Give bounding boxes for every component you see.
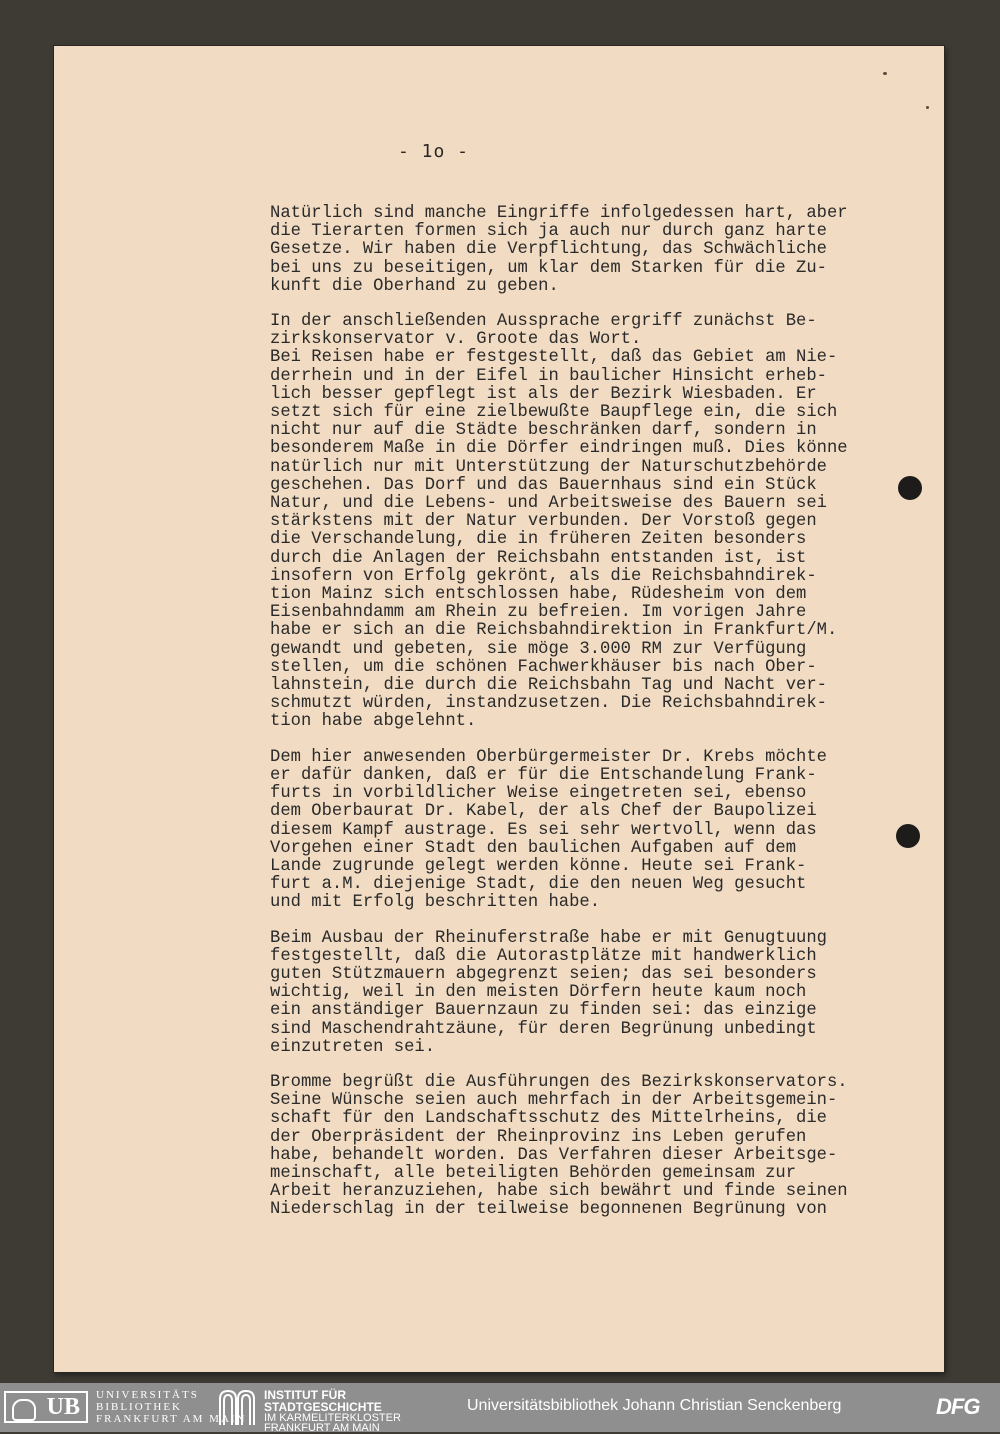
text-line: der Oberpräsident der Rheinprovinz ins Leben gerufen — [270, 1127, 807, 1147]
text-line: dem Oberbaurat Dr. Kabel, der als Chef der Baupolizei — [270, 802, 817, 822]
text-line: lich besser gepflegt ist als der Bezirk Wiesbaden. Er — [270, 384, 817, 404]
text-line: lahnstein, die durch die Reichsbahn Tag und Nacht ver- — [270, 676, 827, 696]
text-line: bei uns zu beseitigen, um klar dem Starken für die Zu- — [270, 258, 827, 278]
portrait-icon — [12, 1399, 36, 1421]
text-line: stärkstens mit der Natur verbunden. Der Vorstoß gegen — [270, 512, 817, 532]
text-line: geschehen. Das Dorf und das Bauernhaus sind ein Stück — [270, 475, 817, 495]
isg-logo-line: FRANKFURT AM MAIN — [264, 1422, 380, 1434]
ub-logo-letters: UB — [46, 1394, 80, 1420]
text-line: natürlich nur mit Unterstützung der Naturschutzbehörde — [270, 457, 827, 477]
text-line: diesem Kampf austrage. Es sei sehr wertvoll, wenn das — [270, 820, 817, 840]
text-line: gewandt und gebeten, sie möge 3.000 RM zur Verfügung — [270, 639, 807, 659]
ub-logo-line: FRANKFURT AM MAIN — [96, 1413, 247, 1425]
text-line: Beim Ausbau der Rheinuferstraße habe er mit Genugtuung — [270, 928, 827, 948]
text-line: tion Mainz sich entschlossen habe, Rüdesheim von dem — [270, 585, 807, 605]
text-line: derrhein und in der Eifel in baulicher Hinsicht erheb- — [270, 366, 827, 386]
text-line: schaft für den Landschaftsschutz des Mittelrheins, die — [270, 1109, 827, 1129]
text-line: Natur, und die Lebens- und Arbeitsweise des Bauern sei — [270, 494, 827, 514]
text-line: Vorgehen einer Stadt den baulichen Aufgaben auf dem — [270, 838, 797, 858]
text-line: insofern von Erfolg gekrönt, als die Reichsbahndirek- — [270, 566, 817, 586]
text-line: sind Maschendrahtzäune, für deren Begrünung unbedingt — [270, 1019, 817, 1039]
text-line: durch die Anlagen der Reichsbahn entstanden ist, ist — [270, 548, 807, 568]
isg-logo-line: INSTITUT FÜR — [264, 1388, 346, 1402]
text-line: meinschaft, alle beteiligten Behörden gemeinsam zur — [270, 1163, 797, 1183]
document-body — [270, 205, 910, 1237]
page-number: - 1o - — [398, 141, 470, 162]
paragraph — [270, 205, 910, 296]
text-line: Gesetze. Wir haben die Verpflichtung, das Schwächliche — [270, 240, 827, 260]
text-line: nicht nur auf die Städte beschränken darf, sondern in — [270, 421, 817, 441]
isg-logo-line: STADTGESCHICHTE — [264, 1400, 382, 1414]
text-line: furts in vorbildlicher Weise eingetreten sei, ebenso — [270, 784, 807, 804]
text-line: besonderem Maße in die Dörfer eindringen muß. Dies könne — [270, 439, 848, 459]
text-line: habe, behandelt worden. Das Verfahren dieser Arbeitsge- — [270, 1145, 838, 1165]
paragraph — [270, 749, 910, 913]
ub-logo-line: UNIVERSITÄTS — [96, 1389, 199, 1401]
text-line: In der anschließenden Aussprache ergriff zunächst Be- — [270, 312, 817, 332]
text-line: Lande zugrunde gelegt werden könne. Heute sei Frank- — [270, 856, 807, 876]
paragraph — [270, 930, 910, 1057]
ub-logo-line: BIBLIOTHEK — [96, 1401, 182, 1413]
text-line: festgestellt, daß die Autorastplätze mit handwerklich — [270, 946, 817, 966]
ub-logo-mark — [4, 1391, 88, 1423]
paragraph — [270, 313, 910, 732]
text-line: habe er sich an die Reichsbahndirektion in Frankfurt/M. — [270, 621, 838, 641]
paper-speck — [883, 72, 887, 75]
text-line: Niederschlag in der teilweise begonnenen Begrünung von — [270, 1200, 827, 1220]
text-line: schmutzt würden, instandzusetzen. Die Reichsbahndirek- — [270, 694, 827, 714]
isg-logo[interactable] — [216, 1387, 416, 1434]
footer-bar — [0, 1383, 1000, 1432]
text-line: Eisenbahndamm am Rhein zu befreien. Im vorigen Jahre — [270, 603, 807, 623]
text-line: einzutreten sei. — [270, 1037, 436, 1057]
isg-logo-text — [264, 1389, 401, 1433]
footer-library-name[interactable]: Universitätsbibliothek Johann Christian Senckenberg — [467, 1397, 842, 1414]
text-line: er dafür danken, daß er für die Entschandelung Frank- — [270, 765, 817, 785]
isg-logo-line: IM KARMELITERKLOSTER — [264, 1412, 401, 1424]
text-line: Dem hier anwesenden Oberbürgermeister Dr. Krebs möchte — [270, 747, 827, 767]
text-line: die Verschandelung, die in früheren Zeiten besonders — [270, 530, 807, 550]
text-line: und mit Erfolg beschritten habe. — [270, 893, 601, 913]
text-line: Bei Reisen habe er festgestellt, daß das Gebiet am Nie- — [270, 348, 838, 368]
text-line: Arbeit heranzuziehen, habe sich bewährt und finde seinen — [270, 1182, 848, 1202]
text-line: setzt sich für eine zielbewußte Baupflege ein, die sich — [270, 403, 838, 423]
text-line: guten Stützmauern abgegrenzt seien; das sei besonders — [270, 964, 817, 984]
text-line: Seine Wünsche seien auch mehrfach in der Arbeitsgemein- — [270, 1091, 838, 1111]
text-line: Bromme begrüßt die Ausführungen des Bezirkskonservators. — [270, 1072, 848, 1092]
paragraph — [270, 1074, 910, 1220]
text-line: wichtig, weil in den meisten Dörfern heute kaum noch — [270, 983, 807, 1003]
dfg-logo[interactable]: DFG — [936, 1394, 980, 1419]
paper-speck — [926, 106, 929, 109]
text-line: stellen, um die schönen Fachwerkhäuser bis nach Ober- — [270, 657, 817, 677]
text-line: die Tierarten formen sich ja auch nur durch ganz harte — [270, 222, 827, 242]
text-line: ein anständiger Bauernzaun zu finden sei: das einzige — [270, 1001, 817, 1021]
text-line: kunft die Oberhand zu geben. — [270, 276, 559, 296]
text-line: zirkskonservator v. Groote das Wort. — [270, 330, 642, 350]
text-line: tion habe abgelehnt. — [270, 712, 477, 732]
text-line: furt a.M. diejenige Stadt, die den neuen Weg gesucht — [270, 875, 807, 895]
text-line: Natürlich sind manche Eingriffe infolgedessen hart, aber — [270, 204, 848, 223]
ub-logo[interactable] — [4, 1389, 247, 1427]
building-arches-icon — [216, 1387, 256, 1427]
